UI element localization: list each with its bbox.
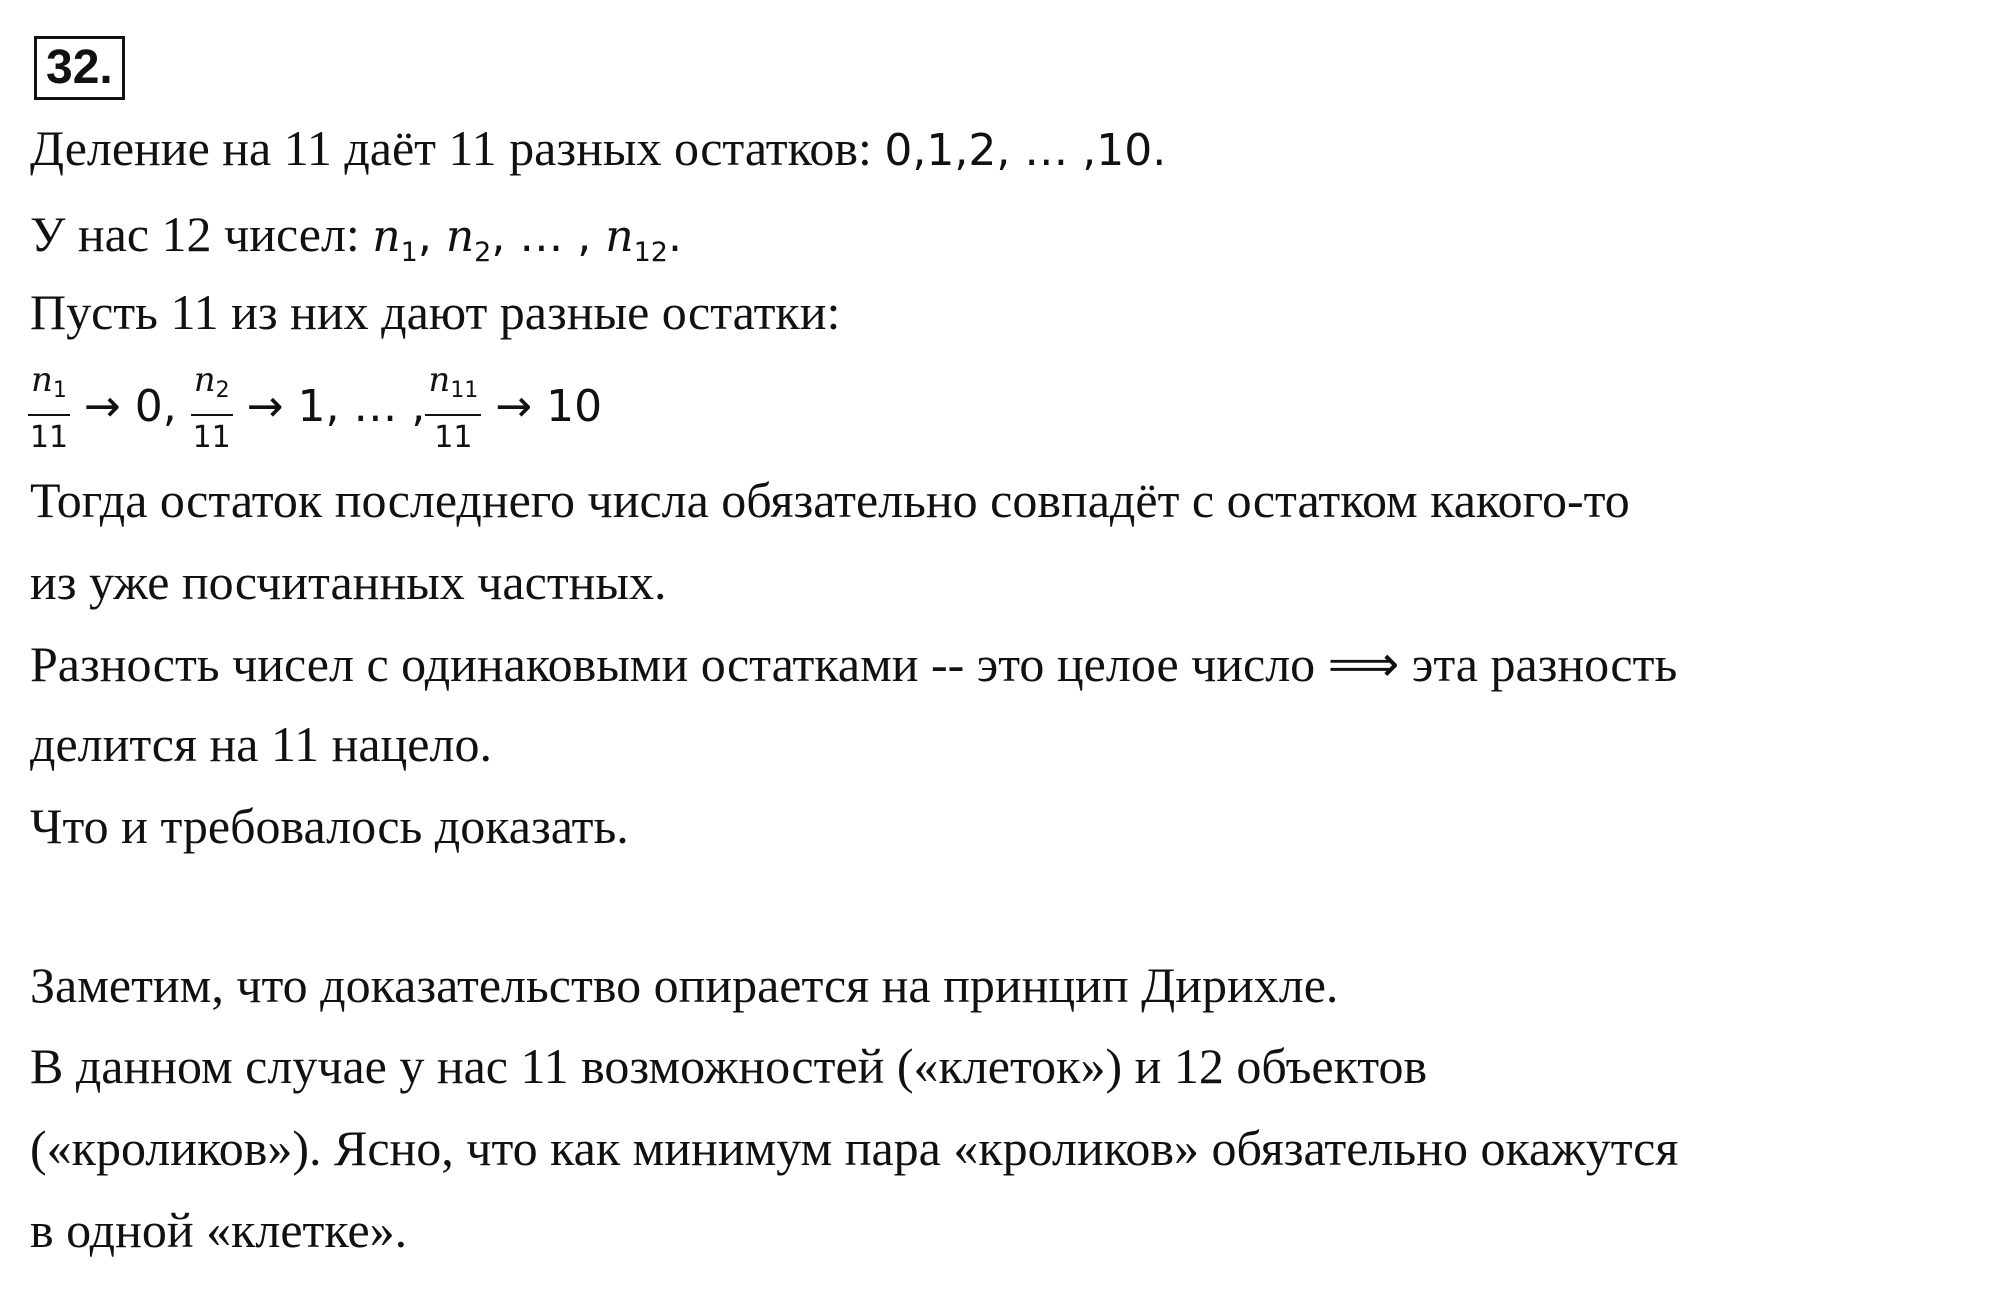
subscript: 2: [215, 378, 230, 403]
ellipsis-separator: , … ,: [491, 211, 606, 262]
text-line-8: делится на 11 нацело.: [30, 716, 492, 772]
text-line-3: Пусть 11 из них дают разные остатки:: [30, 284, 841, 340]
text-line-6: из уже посчитанных частных.: [30, 554, 667, 610]
fraction-denominator: 11: [29, 420, 69, 455]
var-n: n: [31, 360, 53, 400]
text-line-11: В данном случае у нас 11 возможностей («клеток») и 12 объектов: [30, 1038, 1428, 1094]
text-line-13: в одной «клетке».: [30, 1202, 408, 1258]
subscript: 12: [633, 237, 668, 268]
var-n: n: [193, 360, 216, 400]
remainders-list: 0,1,2, … ,10.: [884, 125, 1167, 176]
subscript: 1: [52, 378, 67, 403]
text-line-5: Тогда остаток последнего числа обязательно совпадёт с остатком какого-то: [30, 472, 1630, 528]
text-line-12: («кроликов»). Ясно, что как минимум пара «кроликов» обязательно окажутся: [30, 1120, 1679, 1176]
fraction-denominator: 11: [434, 420, 473, 455]
var-n: n: [445, 211, 475, 262]
text-line-7: Разность чисел с одинаковыми остатками -- это целое число ⟹ эта разность: [30, 636, 1678, 692]
text-line-10: Заметим, что доказательство опирается на принцип Дирихле.: [30, 957, 1339, 1013]
arrow-text: → 0,: [69, 381, 191, 432]
comma: ,: [417, 211, 446, 262]
fraction-1: [28, 356, 70, 458]
subscript: 1: [400, 237, 418, 268]
var-n: n: [605, 211, 634, 262]
fractions-row: [28, 356, 602, 456]
text-line-1: [30, 118, 1166, 181]
fraction-denominator: 11: [192, 420, 231, 455]
fraction-2: [191, 356, 233, 458]
arrow-text: → 10: [481, 381, 603, 432]
text-line-2: [30, 204, 682, 283]
text-line-1-text: Деление на 11 даёт 11 разных остатков:: [30, 120, 885, 176]
subscript: 11: [450, 378, 479, 403]
var-n: n: [428, 360, 451, 400]
subscript: 2: [474, 237, 492, 268]
text-line-2-text: У нас 12 чисел:: [30, 206, 373, 262]
problem-number-box: 32.: [34, 36, 125, 100]
arrow-text: → 1, … ,: [232, 381, 426, 432]
var-n: n: [372, 211, 401, 262]
fraction-3: [425, 356, 481, 458]
period: .: [667, 211, 682, 262]
conclusion-line: Что и требовалось доказать.: [30, 798, 629, 854]
